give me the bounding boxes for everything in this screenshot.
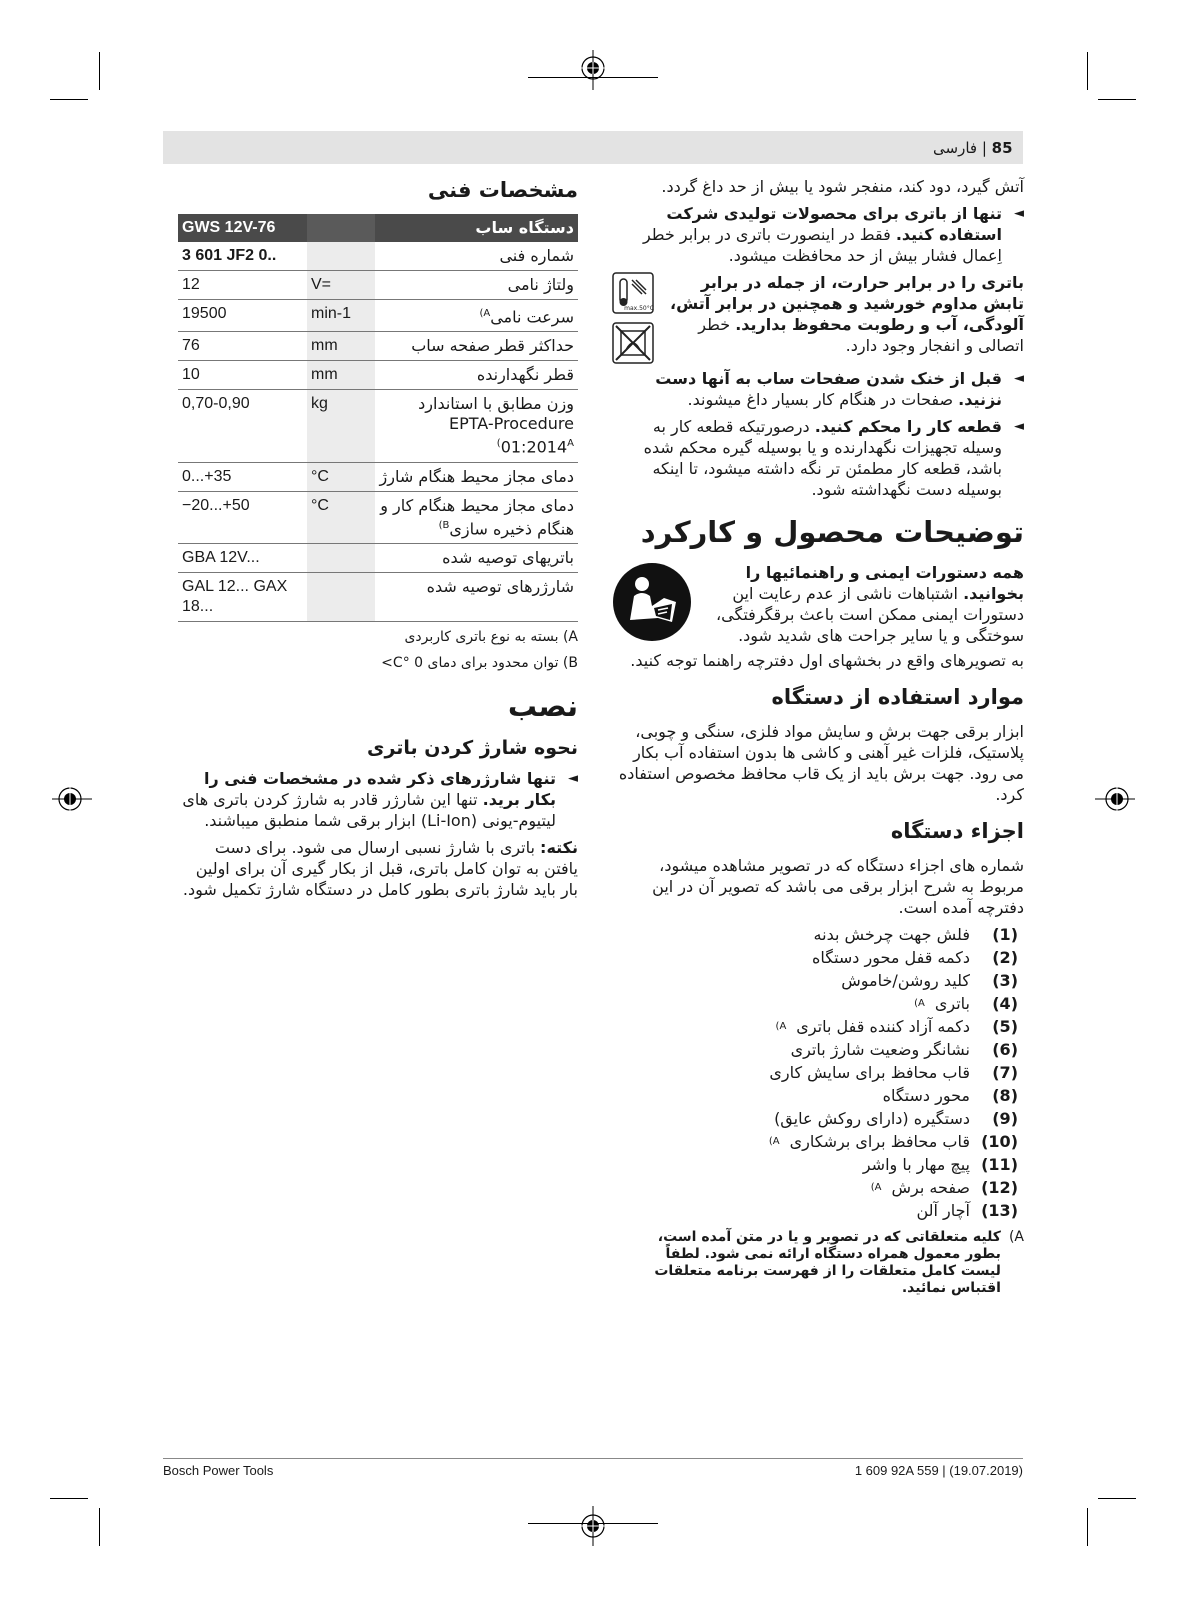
component-footnote-ref: A) [870,1182,882,1193]
component-number: (13) [981,1201,1018,1220]
component-item [612,1108,1018,1129]
bullet-bold: تنها از باتری برای محصولات تولیدی شرکت استفاده کنید. [666,204,1002,244]
spec-unit: kg [307,390,375,462]
spec-value: 76 [178,332,307,361]
spec-label-text: شارژرهای توصیه شده [426,576,574,596]
sun-temperature-icon [612,272,654,314]
component-label: قاب محافظ برای برشکاری [789,1132,970,1151]
component-label: صفحه برش [891,1178,970,1197]
read-text: اشتباهات ناشی از عدم رعایت این دستورات ایمنی ممکن است باعث برقگرفتگی، سوختگی و یا سایر جراحت های شدید شود. [716,584,1024,645]
component-item [612,1200,1018,1221]
spec-label [375,332,578,361]
figure-note: به تصویرهای واقع در بخشهای اول دفترچه راهنما توجه کنید. [630,651,1024,670]
component-number: (9) [992,1109,1018,1128]
component-label: آچار آلن [916,1201,970,1220]
spec-label [375,271,578,300]
spec-table-row [178,332,578,361]
spec-label [375,242,578,271]
component-label: کلید روشن/خاموش [841,971,970,990]
spec-label [375,300,578,332]
spec-label-text: دستگاه ساب [475,218,574,237]
spec-label [375,462,578,491]
spec-label-text: دمای مجاز محیط هنگام شارژ [379,466,574,486]
spec-table-row [178,543,578,572]
bullet-bold: قبل از خنک شدن صفحات ساب به آنها دست نزنید. [655,369,1002,409]
component-label: دستگیره (دارای روکش عایق) [774,1109,970,1128]
component-number: (3) [992,971,1018,990]
header-divider: | [977,139,987,157]
spec-table-row [178,271,578,300]
component-label: نشانگر وضعیت شارژ باتری [790,1040,970,1059]
read-manual-icon [612,562,692,642]
spec-value: 12 [178,271,307,300]
component-number: (4) [992,994,1018,1013]
component-item [612,1039,1018,1060]
section-heading-product: توضیحات محصول و کارکرد [640,515,1024,549]
component-number: (5) [992,1017,1018,1036]
spec-table-row [178,300,578,332]
component-label: قاب محافظ برای سایش کاری [769,1063,970,1082]
spec-unit: V= [307,271,375,300]
component-item [612,947,1018,968]
spec-unit: mm [307,332,375,361]
intro-text: آتش گیرد، دود کند، منفجر شود یا بیش از حد داغ گردد. [661,177,1024,196]
spec-label-text: قطر نگهدارنده [476,365,574,385]
component-number: (1) [992,925,1018,944]
bullet-text: تنها این شارژر قادر به شارژ کردن باتری های لیتیوم-یونی (Li-Ion) ابزار برقی شما منطبق میباشند. [182,789,556,830]
component-label: محور دستگاه [882,1086,970,1105]
section-heading-installation: نصب [507,688,578,723]
component-footnote-ref: A) [768,1136,780,1147]
safety-bullet-hot-discs [612,368,1024,410]
heat-warning-block [612,272,1024,364]
component-number: (7) [992,1063,1018,1082]
component-label: دکمه قفل محور دستگاه [811,948,970,967]
spec-label-text: سرعت نامی [490,307,574,327]
crop-mark [99,52,100,90]
crop-mark [50,1498,88,1499]
spec-value: GAL 12... GAX 18... [178,572,307,621]
read-bold: همه دستورات ایمنی و راهنمائیها را بخوانید. [745,563,1024,603]
component-item [612,1177,1018,1198]
spec-label-text: باتریهای توصیه شده [442,547,574,567]
heat-warning-bold: باتری را در برابر حرارت، از جمله در برابر تابش مداوم خورشید و همچنین در برابر آتش، آلودگی، آب و رطوبت محفوظ بدارید. [670,273,1024,334]
footnote-label: A) [1008,1229,1024,1245]
component-item [612,1131,1018,1152]
section-heading-intended-use: موارد استفاده از دستگاه [771,685,1024,709]
note-text: باتری با شارژ نسبی ارسال می شود. برای دست یافتن به توان کامل باتری، قبل از بکار گیری آن برای اولین بار باید شارژ باتری بطور کامل در دستگاه شارژ تکمیل شود. [182,837,578,899]
page-header-bar [163,131,1023,164]
spec-table [178,214,578,622]
spec-label-text: وزن مطابق با استاندارد EPTA-Procedure 01:2014 [418,394,574,457]
component-item [612,970,1018,991]
crop-mark [99,1508,100,1546]
spec-unit: °C [307,462,375,491]
page-language: فارسی [933,139,978,157]
spec-table-row [178,572,578,621]
spec-unit [307,572,375,621]
spec-label [375,361,578,390]
spec-unit: min-1 [307,300,375,332]
registration-target-icon [578,1506,608,1546]
charging-bullet [178,768,578,831]
spec-label [375,543,578,572]
footer-doc-number: 1 609 92A 559 | (19.07.2019) [854,1463,1023,1478]
spec-label-text: حداکثر قطر صفحه ساب [411,336,574,356]
component-item [612,993,1018,1014]
crop-mark [1098,1498,1136,1499]
registration-target-icon [578,50,608,90]
component-item [612,1062,1018,1083]
spec-label-text: شماره فنی [499,246,574,265]
spec-table-row [178,390,578,462]
component-number: (6) [992,1040,1018,1059]
component-item [612,1016,1018,1037]
section-heading-charging: نحوه شارژ کردن باتری [367,736,578,759]
bullet-text: درصورتیکه قطعه کار به وسیله تجهیزات نگهدارنده و یا بوسیله گیره محکم شده باشد، قطعه کار مطمئن تر نگه داشته میشود، تا اینکه بوسیله دست نگهداشته شود. [643,417,1002,499]
footer-brand: Bosch Power Tools [163,1463,274,1478]
no-fire-water-icon [612,322,654,364]
bullet-text: فقط در اینصورت باتری در برابر خطر اِعمال فشار بیش از حد محافظت میشود. [642,225,1002,265]
component-number: (8) [992,1086,1018,1105]
component-label: فلش جهت چرخش بدنه [813,925,970,944]
spec-unit: mm [307,361,375,390]
section-heading-components: اجزاء دستگاه [890,819,1024,843]
component-number: (11) [981,1155,1018,1174]
page-number: 85 [991,139,1013,157]
components-list [612,924,1018,1221]
section-heading-specs: مشخصات فنی [427,178,578,202]
note-label: نکته: [540,837,578,857]
spec-table-row [178,361,578,390]
charging-note [178,837,578,900]
registration-target-icon [1095,784,1135,814]
crop-mark [1087,1508,1088,1546]
crop-mark [50,99,88,100]
spec-value: GWS 12V-76 [178,214,307,242]
bullet-text: صفحات در هنگام کار بسیار داغ میشوند. [687,390,959,409]
footnote-text: کلیه متعلقاتی که در تصویر و یا در متن آمده است، بطور معمول همراه دستگاه ارائه نمی شود. لطفاً لیست کامل متعلقات را از فهرست برنامه متعلقات اقتباس نمائید. [654,1229,1001,1296]
component-number: (2) [992,948,1018,967]
component-item [612,1154,1018,1175]
spec-label-text: ولتاژ نامی [507,275,574,294]
bullet-bold: تنها شارژرهای ذکر شده در مشخصات فنی را بکار برید. [203,768,556,809]
intended-use-text: ابزار برقی جهت برش و سایش مواد فلزی، سنگی و چوبی، پلاستیک، فلزات غیر آهنی و کاشی ها بدون استفاده آب بکار می رود. جهت برش باید از یک قاب محافظ مخصوص استفاده کرد. [618,722,1024,804]
bullet-bold: قطعه کار را محکم کنید. [814,417,1002,436]
crop-mark [1098,99,1136,100]
spec-value: 0,70-0,90 [178,390,307,462]
left-column [178,176,578,906]
heat-warning-text: خطر اتصالی و انفجار وجود دارد. [698,315,1024,355]
spec-unit: °C [307,491,375,543]
component-footnote-ref: A) [775,1021,787,1032]
components-intro: شماره های اجزاء دستگاه که در تصویر مشاهده میشود، مربوط به شرح ابزار برقی می باشد که تصویر آن در این دفترچه آمده است. [652,856,1024,917]
footer-rule [163,1458,1023,1459]
safety-bullet-secure-workpiece [612,416,1024,500]
components-footnote [612,1229,1024,1297]
spec-table-row [178,242,578,271]
component-item [612,924,1018,945]
spec-label-text: دمای مجاز محیط هنگام کار و هنگام ذخیره سازی [380,495,574,538]
spec-value: 10 [178,361,307,390]
read-instructions-block [612,562,1024,646]
spec-unit [307,242,375,271]
spec-footnote-ref: A) [496,438,574,450]
spec-value: 19500 [178,300,307,332]
component-number: (12) [981,1178,1018,1197]
component-label: دکمه آزاد کننده قفل باتری [796,1017,970,1036]
spec-table-header [178,214,578,242]
spec-value: GBA 12V... [178,543,307,572]
crop-mark [1087,52,1088,90]
spec-label [375,214,578,242]
spec-label [375,390,578,462]
warning-icons [612,272,654,364]
spec-unit [307,543,375,572]
spec-label [375,491,578,543]
spec-value: −20...+50 [178,491,307,543]
spec-unit [307,214,375,242]
registration-target-icon [52,784,92,814]
component-label: پیچ مهار با واشر [862,1155,970,1174]
table-footnote-a: A) بسته به نوع باتری کاربردی [404,628,578,645]
component-number: (10) [981,1132,1018,1151]
spec-table-row [178,491,578,543]
spec-label [375,572,578,621]
spec-footnote-ref: A) [479,308,491,319]
right-column [612,176,1024,1297]
spec-value: 0...+35 [178,462,307,491]
spec-table-row [178,462,578,491]
table-footnote-b: B) توان محدود برای دمای 0 °C> [381,654,578,671]
svg-text:max.50°C: max.50°C [624,305,654,312]
page-header [933,139,1013,157]
component-item [612,1085,1018,1106]
component-label: باتری [934,994,970,1013]
spec-value: 3 601 JF2 0.. [178,242,307,271]
safety-bullet-bosch-battery [612,203,1024,266]
component-footnote-ref: A) [914,998,925,1009]
spec-footnote-ref: B) [438,519,450,531]
